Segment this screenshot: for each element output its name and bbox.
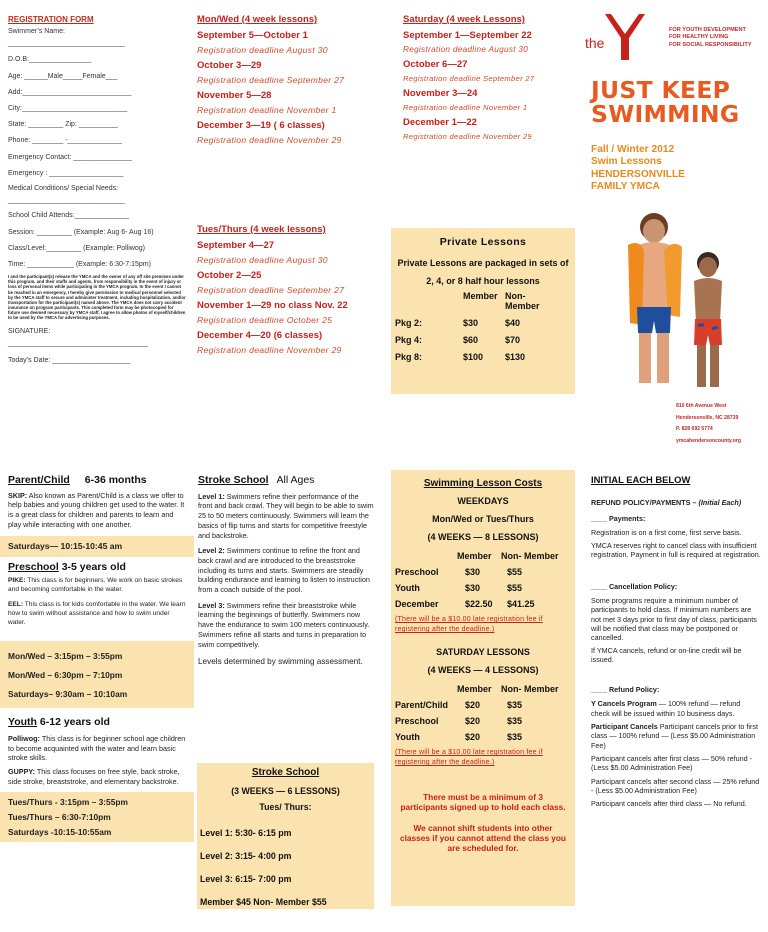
session-deadline: Registration deadline November 29 — [197, 135, 342, 145]
session-deadline: Registration deadline November 1 — [403, 103, 528, 112]
nonmember-cost: $55 — [507, 583, 523, 593]
stroke-school-box — [197, 763, 374, 909]
pike-description — [8, 576, 186, 594]
pike-label: PIKE: — [8, 577, 26, 585]
stroke-level-time: Level 3: 6:15- 7:00 pm — [200, 874, 292, 884]
date-field[interactable]: Today’s Date: ____________________ — [8, 356, 131, 364]
form-field[interactable]: City:___________________________ — [8, 105, 128, 113]
refund-item — [591, 699, 761, 718]
season-info — [591, 144, 685, 194]
time-slot: Tues/Thurs – 6:30-7:10pm — [8, 812, 111, 823]
minimum-note: There must be a minimum of 3 participants signed up to hold each class. — [400, 792, 566, 813]
form-field[interactable]: Class/Level:_________ (Example: Polliwog) — [8, 244, 145, 252]
weekdays-heading: WEEKDAYS — [457, 496, 509, 506]
polliwog-description — [8, 734, 186, 763]
registration-title: REGISTRATION FORM — [8, 15, 94, 24]
form-field[interactable]: State: _________ Zip: __________ — [8, 121, 118, 129]
tuethu-schedule — [197, 224, 387, 360]
session-dates: December 4—20 (6 classes) — [197, 330, 323, 341]
address-line: Hendersonville, NC 28739 — [676, 414, 739, 421]
stroke-price: Member $45 Non- Member $55 — [200, 897, 327, 907]
kids-photo — [620, 205, 738, 395]
stroke-level-time: Level 1: 5:30- 6:15 pm — [200, 828, 292, 838]
headline-line: SWIMMING — [591, 100, 740, 128]
session-deadline: Registration deadline November 29 — [197, 345, 342, 355]
nonmember-price: $70 — [505, 335, 521, 345]
session-dates: September 1—September 22 — [403, 30, 532, 41]
session-dates: December 1—22 — [403, 117, 477, 128]
table-header: Member — [457, 551, 492, 561]
cost-row-label: Preschool — [395, 567, 439, 577]
form-field[interactable]: Phone: ________ -______________ — [8, 137, 123, 145]
refund-item: Participant cancels after first class — 50% refund - (Less $5.00 Administration Fee) — [591, 753, 752, 773]
parent-child-section — [8, 476, 186, 842]
parent-child-time: Saturdays— 10:15-10:45 am — [0, 536, 194, 557]
season-line: FAMILY YMCA — [591, 181, 660, 193]
time-slot: Saturdays– 9:30am – 10:10am — [8, 689, 128, 700]
stroke-level-time: Level 2: 3:15- 4:00 pm — [200, 851, 292, 861]
pkg-label: Pkg 8: — [395, 352, 423, 362]
assessment-note: Levels determined by swimming assessment. — [198, 657, 363, 667]
initial-heading: INITIAL EACH BELOW — [591, 474, 691, 485]
stroke-ages: All Ages — [276, 474, 315, 486]
payments-label: ____ Payments: — [591, 513, 646, 523]
time-slot: Mon/Wed – 3:15pm – 3:55pm — [8, 651, 123, 662]
website-link[interactable]: ymcahendersoncounty.org — [676, 437, 742, 444]
policy-text: Some programs require a minimum number of participants to hold class. If minimum numbers are not met 3 days prior to first day of class, participants will be notified that class may be postponed or cancelled. — [591, 596, 757, 643]
session-dates: December 3—19 ( 6 classes) — [197, 120, 325, 131]
tagline-line: FOR SOCIAL RESPONSIBILITY — [669, 41, 752, 48]
session-deadline: Registration deadline August 30 — [197, 255, 328, 265]
late-fee-note: (There will be a $10.00 late registration fee if registering after the deadline.) — [395, 749, 543, 766]
nonmember-cost: $35 — [507, 732, 523, 742]
saturday-heading: Saturday (4 week Lessons) — [403, 14, 525, 25]
form-field[interactable]: Time: ____________ (Example: 6:30-7:15pm) — [8, 261, 151, 269]
form-field[interactable]: Add:____________________________ — [8, 88, 132, 96]
table-header — [395, 551, 465, 561]
form-field[interactable]: Session: _________ (Example: Aug 6- Aug 16) — [8, 228, 154, 236]
level-label: Level 2: — [198, 546, 225, 556]
private-lessons-box — [391, 228, 575, 394]
refund-item: Participant cancels after third class — No refund. — [591, 799, 747, 809]
session-deadline: Registration deadline September 27 — [403, 74, 535, 83]
guppy-description — [8, 767, 186, 786]
private-title: Private Lessons — [439, 236, 527, 248]
skip-description — [8, 491, 186, 530]
nonmember-price: $40 — [505, 318, 521, 328]
level-label: Level 1: — [198, 491, 225, 501]
refund-item-label: Participant Cancels — [591, 722, 658, 732]
registration-fields — [8, 26, 186, 271]
member-cost: $20 — [465, 700, 481, 710]
policy-text: Registration is on a first come, first serve basis. — [591, 527, 742, 537]
time-slot: Tues/Thurs - 3:15pm – 3:55pm — [8, 797, 128, 808]
shift-note: We cannot shift students into other classes if you cannot attend the class you are scheduled for. — [400, 822, 566, 854]
cost-row-label: Preschool — [395, 716, 439, 726]
preschool-ages: 3-5 years old — [61, 560, 126, 573]
level-text: Swimmers refine their breaststroke while learning the beginnings of butterfly. Swimmers now have the endurance to swim 100 meters continuously. Swimmers refine all starts and turns in preparation to swim competitively. — [198, 600, 370, 649]
form-field[interactable]: Emergency : ___________________ — [8, 169, 124, 177]
monwed-heading: Mon/Wed (4 week lessons) — [197, 14, 318, 25]
nonmember-price: $130 — [505, 352, 526, 362]
session-dates: September 4—27 — [197, 240, 275, 251]
saturday-cost-table — [395, 684, 575, 742]
level-label: Level 3: — [198, 600, 225, 610]
member-cost: $20 — [465, 716, 481, 726]
session-deadline: Registration deadline October 25 — [197, 315, 333, 325]
saturday-heading: SATURDAY LESSONS — [436, 647, 530, 657]
refund-item — [591, 722, 761, 750]
session-deadline: Registration deadline November 29 — [403, 132, 532, 141]
session-dates: September 5—October 1 — [197, 30, 308, 41]
headline-line: JUST KEEP — [591, 76, 731, 104]
session-dates: October 6—27 — [403, 59, 468, 70]
policy-heading — [591, 498, 761, 507]
session-deadline: Registration deadline August 30 — [403, 45, 529, 54]
session-dates: November 3—24 — [403, 88, 478, 99]
preschool-times — [0, 641, 194, 708]
tuethu-heading: Tues/Thurs (4 week lessons) — [197, 224, 326, 235]
tagline — [669, 27, 752, 49]
session-dates: October 2—25 — [197, 270, 262, 281]
policy-text: YMCA reserves right to cancel class with insufficient registration. Payment in full is required at registration. — [591, 541, 761, 560]
stroke-box-weeks: (3 WEEKS — 6 LESSONS) — [231, 786, 340, 796]
youth-heading — [8, 718, 186, 728]
preschool-heading — [8, 560, 186, 573]
member-cost: $30 — [465, 583, 481, 593]
guppy-text: This class focuses on free style, back stroke, side stroke, breaststroke, and elementary backstroke. — [8, 767, 180, 786]
session-deadline: Registration deadline September 27 — [197, 75, 345, 85]
parent-child-title: Parent/Child — [8, 474, 70, 486]
skip-label: SKIP: — [8, 490, 28, 500]
eel-label: EEL: — [8, 601, 24, 609]
address-line: 810 6th Avenue West — [676, 403, 727, 409]
session-dates: November 5—28 — [197, 90, 272, 101]
cost-row-label: December — [395, 599, 439, 609]
form-field[interactable]: Swimmer’s Name: — [8, 28, 65, 35]
waiver-text: I and the participant(s) release the YMCA and the owner of any off site premises under this program, and their staffs and agents, from responsibility in the event of injury or loss of personal items while participating in the YMCA program. In the event I cannot be reached in an emergency, I hereby give permission to medical personnel selected by the YMCA staff to secure and administer treatment, including hospitalization, and/or transportation for the participant(s) named above. The YMCA does not carry accident insurance on program participants. This completed form may be photocopied for future use deemed necessary by YMCA staff. I agree to allow photos of myself/children to be used by the YMCA for advertising purposes. — [8, 274, 186, 320]
time-slot: Saturdays -10:15-10:55am — [8, 827, 112, 838]
level-description — [198, 546, 374, 595]
stroke-box-title: Stroke School — [251, 767, 320, 778]
guppy-label: GUPPY: — [8, 767, 36, 777]
saturday-schedule — [403, 14, 578, 146]
level-description — [198, 601, 374, 650]
form-field[interactable]: School Child Attends:______________ — [8, 212, 130, 220]
weekday-cost-table — [395, 551, 575, 609]
season-line: Swim Lessons — [591, 156, 662, 168]
eel-text: This class is for kids comfortable in the water. We learn how to swim without assistance and how to swim under water. — [8, 601, 186, 627]
member-price: $60 — [463, 335, 479, 345]
refund-label: ____ Refund Policy: — [591, 685, 660, 695]
cost-row-label: Youth — [395, 583, 420, 593]
member-cost: $22.50 — [465, 599, 493, 609]
parent-child-heading — [8, 476, 186, 486]
polliwog-label: Polliwog: — [8, 733, 40, 743]
level-text: Swimmers continue to refine the front and back crawl and are introduced to the breaststroke including its turns and starts. Swimmers are steadily building endurance and learning to listen to instruction from a coach outside of the pool. — [198, 546, 370, 595]
headline — [591, 78, 739, 126]
session-deadline: Registration deadline November 1 — [197, 105, 337, 115]
table-header: Non- Member — [501, 684, 559, 694]
level-description — [198, 492, 374, 541]
preschool-title: Preschool — [8, 560, 59, 573]
lesson-costs-box — [391, 470, 575, 906]
pike-text: This class is for beginners. We work on basic strokes and becoming comfortable in the water. — [8, 577, 183, 594]
form-field[interactable]: D.O.B:________________ — [8, 56, 92, 64]
stroke-box-days: Tues/ Thurs: — [259, 802, 312, 812]
skip-text: Also known as Parent/Child is a class we offer to help babies and young children get used to the water. It is a great class for children and parents to learn and play while interacting with one another. — [8, 490, 185, 529]
phone-line: P. 828 692 5774 — [676, 426, 713, 432]
nonmember-cost: $35 — [507, 716, 523, 726]
stroke-heading — [198, 476, 374, 486]
policy-text: If YMCA cancels, refund or on-line credit will be issued. — [591, 645, 742, 664]
signature-field[interactable]: SIGNATURE: ____________________________________ — [8, 328, 149, 348]
weekdays-weeks: (4 WEEKS — 8 LESSONS) — [427, 532, 539, 542]
youth-ages: 6-12 years old — [39, 716, 110, 729]
tagline-line: FOR YOUTH DEVELOPMENT — [669, 27, 746, 33]
parent-child-ages: 6-36 months — [84, 474, 147, 486]
nonmember-cost: $55 — [507, 567, 523, 577]
registration-form — [8, 14, 186, 367]
member-cost: $20 — [465, 732, 481, 742]
stroke-school-section — [198, 476, 374, 667]
member-price: $100 — [463, 352, 484, 362]
session-deadline: Registration deadline August 30 — [197, 45, 328, 55]
table-header — [395, 291, 425, 311]
stroke-title: Stroke School — [198, 474, 269, 486]
polliwog-text: This class is for beginner school age children to become acquainted with the water and learn basic stroke skills. — [8, 733, 186, 763]
ymca-logo — [585, 12, 665, 62]
nonmember-cost: $41.25 — [507, 599, 535, 609]
late-fee-note: (There will be a $10.00 late registration fee if registering after the deadline.) — [395, 616, 543, 633]
policy-note: (Initial Each) — [698, 498, 742, 508]
private-sets: 2, 4, or 8 half hour lessons — [426, 276, 540, 286]
season-line: HENDERSONVILLE — [591, 168, 685, 180]
youth-times — [0, 792, 194, 842]
youth-title: Youth — [8, 716, 37, 729]
monwed-schedule — [197, 14, 382, 150]
pkg-label: Pkg 4: — [395, 335, 423, 345]
logo-the-text: the — [585, 35, 605, 51]
form-field[interactable]: Medical Conditions/ Special Needs: — [8, 185, 119, 193]
form-field[interactable]: ______________________________ — [8, 197, 125, 205]
table-header: Non-Member — [505, 291, 540, 311]
cancellation-label: ____ Cancellation Policy: — [591, 581, 678, 591]
session-dates: November 1—29 no class Nov. 22 — [197, 300, 348, 311]
form-field[interactable]: Age: ______Male_____Female___ — [8, 72, 118, 80]
private-price-table — [395, 291, 575, 362]
session-deadline: Registration deadline September 27 — [197, 285, 345, 295]
cost-row-label: Youth — [395, 732, 420, 742]
table-header: Non- Member — [501, 551, 559, 561]
policy-title: REFUND POLICY/PAYMENTS – — [591, 498, 697, 508]
session-dates: October 3—29 — [197, 60, 262, 71]
nonmember-cost: $35 — [507, 700, 523, 710]
private-subtitle: Private Lessons are packaged in sets of — [397, 258, 569, 268]
refund-item-text: — 100% refund — refund check will be issued within 10 business days. — [591, 699, 741, 718]
form-field[interactable]: Emergency Contact: _______________ — [8, 153, 132, 161]
form-field[interactable]: ______________________________ — [8, 40, 125, 48]
refund-item-text: Participant cancels prior to first class — 100% refund — (Less $5.00 Administration Fee) — [591, 722, 758, 750]
level-text: Swimmers refine their performance of the front and back crawl. They will begin to be able to swim 25 to 50 meters continuously. Swimmers will learn the basics of flip turns and starts for competitive freestyle and backstroke. — [198, 491, 374, 540]
tagline-line: FOR HEALTHY LIVING — [669, 34, 729, 41]
cost-row-label: Parent/Child — [395, 700, 449, 710]
saturday-weeks: (4 WEEKS — 4 LESSONS) — [427, 665, 539, 675]
member-cost: $30 — [465, 567, 481, 577]
refund-item-label: Y Cancels Program — [591, 699, 657, 709]
time-slot: Mon/Wed – 6:30pm – 7:10pm — [8, 670, 123, 681]
table-header: Member — [457, 684, 492, 694]
stroke-box-levels — [200, 822, 374, 914]
season-line: Fall / Winter 2012 — [591, 144, 675, 155]
pkg-label: Pkg 2: — [395, 318, 423, 328]
weekdays-days: Mon/Wed or Tues/Thurs — [432, 514, 534, 524]
member-price: $30 — [463, 318, 479, 328]
refund-policy-section — [591, 475, 761, 808]
table-header: Member — [463, 291, 498, 301]
costs-title: Swimming Lesson Costs — [423, 478, 543, 489]
eel-description — [8, 600, 186, 627]
address-block — [676, 401, 741, 447]
refund-item: Participant cancels after second class — 25% refund - (Less $5.00 Administration Fee) — [591, 776, 760, 795]
